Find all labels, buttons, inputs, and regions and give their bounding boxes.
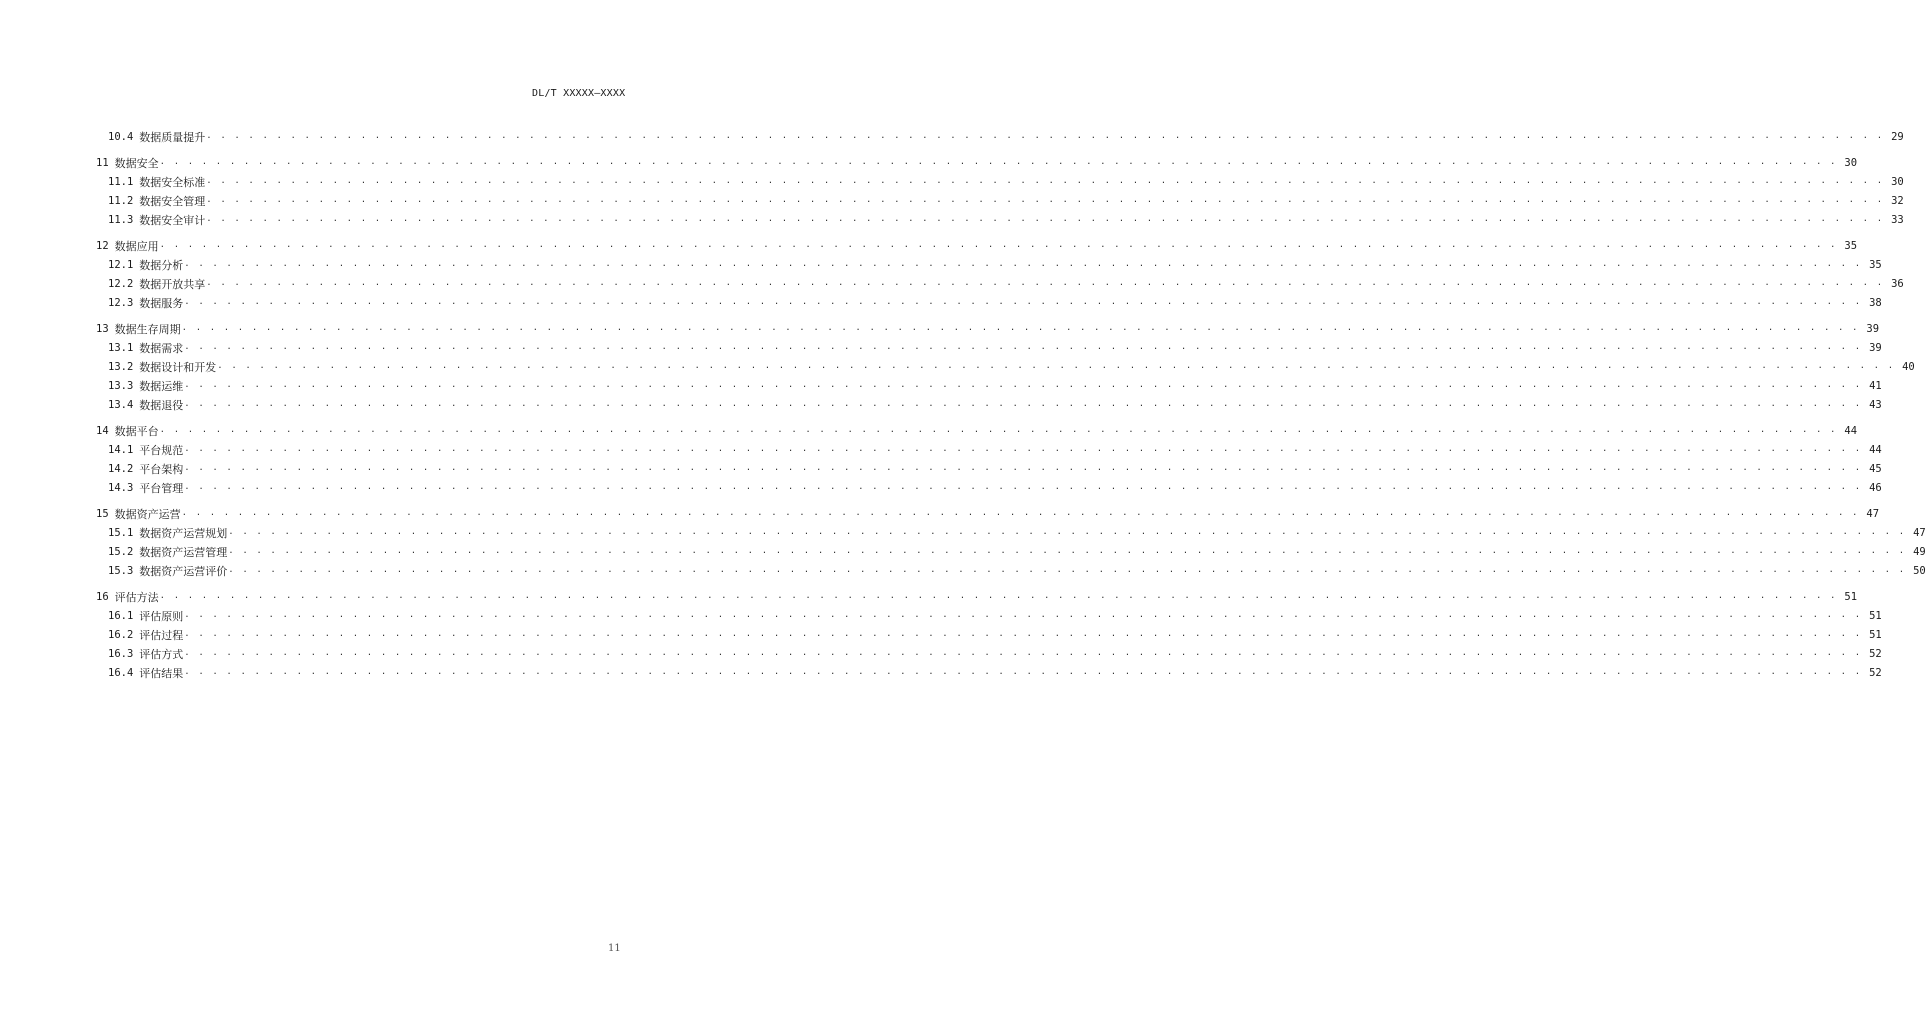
toc-entry-title: 数据设计和开发: [139, 361, 217, 374]
toc-entry-title: 数据安全审计: [139, 214, 206, 227]
toc-entry-page: 32: [1891, 195, 1904, 207]
toc-entry-number: 15: [96, 508, 109, 520]
toc-section-entry[interactable]: [94, 479, 1882, 498]
toc-section-entry[interactable]: [94, 294, 1882, 313]
toc-chapter-entry[interactable]: [94, 320, 1880, 339]
toc-dot-leader: . . . . . . . . . . . . . . . . . . . . . . . . . . . . . . . . . . . . . . . . . . . . . . . . . . . . . . . . . . . . . . . . . . . . . . . . . . . . . . . . . . . . . . . . . . . . . . . . . . . . . . . . . . . . . . . . . . . . . . . .: [228, 527, 1906, 537]
toc-section-entry[interactable]: [94, 275, 1904, 294]
toc-section-entry[interactable]: [94, 173, 1904, 192]
toc-entry-number: 13.4: [108, 399, 134, 411]
toc-section-entry[interactable]: [94, 377, 1882, 396]
toc-dot-leader: . . . . . . . . . . . . . . . . . . . . . . . . . . . . . . . . . . . . . . . . . . . . . . . . . . . . . . . . . . . . . . . . . . . . . . . . . . . . . . . . . . . . . . . . . . . . . . . . . . . . . . . . . . . . . . . . . . . . . . . .: [184, 610, 1862, 620]
toc-entry-page: 30: [1844, 157, 1858, 169]
toc-section-entry[interactable]: [94, 358, 1915, 377]
toc-dot-leader: . . . . . . . . . . . . . . . . . . . . . . . . . . . . . . . . . . . . . . . . . . . . . . . . . . . . . . . . . . . . . . . . . . . . . . . . . . . . . . . . . . . . . . . . . . . . . . . . . . . . . . . . . . . . . . . . . . . . . . . .: [184, 482, 1862, 492]
toc-entry-title: 数据质量提升: [139, 131, 206, 144]
toc-dot-leader: . . . . . . . . . . . . . . . . . . . . . . . . . . . . . . . . . . . . . . . . . . . . . . . . . . . . . . . . . . . . . . . . . . . . . . . . . . . . . . . . . . . . . . . . . . . . . . . . . . . . . . . . . . . . . . . . . . . . . . . .: [184, 399, 1862, 409]
toc-entry-number: 16.2: [108, 629, 134, 641]
toc-entry-number: 11: [96, 157, 109, 169]
toc-chapter-entry[interactable]: [94, 237, 1858, 256]
toc-entry-page: 33: [1891, 214, 1904, 226]
toc-entry-number: 14.2: [108, 463, 134, 475]
toc-entry-number: 12: [96, 240, 109, 252]
toc-section-entry[interactable]: [94, 339, 1882, 358]
toc-section-entry[interactable]: [94, 192, 1904, 211]
toc-entry-title: 数据开放共享: [139, 278, 206, 291]
toc-entry-number: 15.3: [108, 565, 134, 577]
toc-entry-title: 数据运维: [139, 380, 184, 393]
toc-entry-page: 35: [1869, 259, 1882, 271]
toc-section-entry[interactable]: [94, 524, 1926, 543]
toc-dot-leader: . . . . . . . . . . . . . . . . . . . . . . . . . . . . . . . . . . . . . . . . . . . . . . . . . . . . . . . . . . . . . . . . . . . . . . . . . . . . . . . . . . . . . . . . . . . . . . . . . . . . . . . . . . . . . . . . . . . . . . . .: [206, 131, 1884, 141]
toc-dot-leader: . . . . . . . . . . . . . . . . . . . . . . . . . . . . . . . . . . . . . . . . . . . . . . . . . . . . . . . . . . . . . . . . . . . . . . . . . . . . . . . . . . . . . . . . . . . . . . . . . . . . . . . . . . . . . . . . . . . . . . . .: [184, 297, 1862, 307]
toc-chapter-entry[interactable]: [94, 154, 1858, 173]
toc-entry-title: 数据资产运营评价: [139, 565, 228, 578]
toc-chapter-entry[interactable]: [94, 588, 1858, 607]
toc-entry-number: 16.3: [108, 648, 134, 660]
toc-dot-leader: . . . . . . . . . . . . . . . . . . . . . . . . . . . . . . . . . . . . . . . . . . . . . . . . . . . . . . . . . . . . . . . . . . . . . . . . . . . . . . . . . . . . . . . . . . . . . . . . . . . . . . . . . . . . . . . . . . . . . . . .: [184, 380, 1862, 390]
toc-entry-number: 15.2: [108, 546, 134, 558]
toc-entry-title: 数据资产运营管理: [139, 546, 228, 559]
toc-entry-number: 14: [96, 425, 109, 437]
toc-entry-page: 38: [1869, 297, 1882, 309]
toc-section-entry[interactable]: [94, 543, 1926, 562]
toc-section-entry[interactable]: [94, 645, 1882, 664]
toc-entry-number: 11.3: [108, 214, 134, 226]
toc-entry-number: 12.3: [108, 297, 134, 309]
toc-entry-number: 16: [96, 591, 109, 603]
toc-dot-leader: . . . . . . . . . . . . . . . . . . . . . . . . . . . . . . . . . . . . . . . . . . . . . . . . . . . . . . . . . . . . . . . . . . . . . . . . . . . . . . . . . . . . . . . . . . . . . . . . . . . . . . . . . . . . . . . . . . . . . . . .: [228, 565, 1906, 575]
toc-entry-title: 数据资产运营规划: [139, 527, 228, 540]
toc-entry-page: 36: [1891, 278, 1904, 290]
toc-section-entry[interactable]: [94, 441, 1882, 460]
toc-dot-leader: . . . . . . . . . . . . . . . . . . . . . . . . . . . . . . . . . . . . . . . . . . . . . . . . . . . . . . . . . . . . . . . . . . . . . . . . . . . . . . . . . . . . . . . . . . . . . . . . . . . . . . . . . . . . . . . . . . . . . . . .: [184, 259, 1862, 269]
toc-dot-leader: . . . . . . . . . . . . . . . . . . . . . . . . . . . . . . . . . . . . . . . . . . . . . . . . . . . . . . . . . . . . . . . . . . . . . . . . . . . . . . . . . . . . . . . . . . . . . . . . . . . . . . . . . . . . . . . . . . . . . . . .: [217, 361, 1895, 371]
toc-entry-title: 平台管理: [139, 482, 184, 495]
standard-code-header: DL/T XXXXX—XXXX: [532, 88, 626, 99]
toc-entry-number: 15.1: [108, 527, 134, 539]
toc-entry-page: 47: [1913, 527, 1926, 539]
toc-entry-number: 13.1: [108, 342, 134, 354]
toc-entry-number: 11.2: [108, 195, 134, 207]
toc-entry-page: 52: [1869, 667, 1882, 679]
toc-entry-number: 16.1: [108, 610, 134, 622]
toc-section-entry[interactable]: [94, 396, 1882, 415]
toc-entry-page: 41: [1869, 380, 1882, 392]
toc-dot-leader: . . . . . . . . . . . . . . . . . . . . . . . . . . . . . . . . . . . . . . . . . . . . . . . . . . . . . . . . . . . . . . . . . . . . . . . . . . . . . . . . . . . . . . . . . . . . . . . . . . . . . . . . . . . . . . . . . . . . . . . .: [184, 463, 1862, 473]
toc-entry-title: 评估过程: [139, 629, 184, 642]
toc-entry-page: 39: [1866, 323, 1880, 335]
toc-dot-leader: . . . . . . . . . . . . . . . . . . . . . . . . . . . . . . . . . . . . . . . . . . . . . . . . . . . . . . . . . . . . . . . . . . . . . . . . . . . . . . . . . . . . . . . . . . . . . . . . . . . . . . . . . . . . . . . . . . . . . . . .: [228, 546, 1906, 556]
toc-entry-title: 数据服务: [139, 297, 184, 310]
toc-dot-leader: . . . . . . . . . . . . . . . . . . . . . . . . . . . . . . . . . . . . . . . . . . . . . . . . . . . . . . . . . . . . . . . . . . . . . . . . . . . . . . . . . . . . . . . . . . . . . . . . . . . . . . . . . . . . . . . . . . . . . . . .: [159, 425, 1838, 435]
toc-entry-page: 50: [1913, 565, 1926, 577]
toc-entry-title: 数据资产运营: [114, 508, 181, 521]
toc-entry-number: 11.1: [108, 176, 134, 188]
toc-chapter-entry[interactable]: [94, 422, 1858, 441]
toc-entry-title: 评估方式: [139, 648, 184, 661]
toc-entry-title: 评估原则: [139, 610, 184, 623]
toc-entry-title: 数据安全: [114, 157, 159, 170]
toc-entry-page: 51: [1869, 629, 1882, 641]
toc-entry-page: 47: [1866, 508, 1880, 520]
toc-entry-title: 数据需求: [139, 342, 184, 355]
toc-entry-page: 45: [1869, 463, 1882, 475]
toc-entry-page: 40: [1902, 361, 1915, 373]
toc-dot-leader: . . . . . . . . . . . . . . . . . . . . . . . . . . . . . . . . . . . . . . . . . . . . . . . . . . . . . . . . . . . . . . . . . . . . . . . . . . . . . . . . . . . . . . . . . . . . . . . . . . . . . . . . . . . . . . . . . . . . . . . .: [184, 342, 1862, 352]
toc-entry-title: 平台规范: [139, 444, 184, 457]
toc-entry-number: 13.2: [108, 361, 134, 373]
toc-entry-title: 数据生存周期: [114, 323, 181, 336]
toc-entry-title: 数据平台: [114, 425, 159, 438]
toc-entry-number: 12.2: [108, 278, 134, 290]
toc-entry-page: 51: [1869, 610, 1882, 622]
toc-section-entry[interactable]: [94, 211, 1904, 230]
toc-entry-number: 14.3: [108, 482, 134, 494]
toc-section-entry[interactable]: [94, 664, 1882, 683]
toc-entry-page: 29: [1891, 131, 1904, 143]
toc-entry-page: 46: [1869, 482, 1882, 494]
toc-entry-page: 39: [1869, 342, 1882, 354]
toc-entry-page: 49: [1913, 546, 1926, 558]
toc-entry-title: 数据退役: [139, 399, 184, 412]
toc-entry-page: 51: [1844, 591, 1858, 603]
toc-dot-leader: . . . . . . . . . . . . . . . . . . . . . . . . . . . . . . . . . . . . . . . . . . . . . . . . . . . . . . . . . . . . . . . . . . . . . . . . . . . . . . . . . . . . . . . . . . . . . . . . . . . . . . . . . . . . . . . . . . . . . . . .: [206, 195, 1884, 205]
page-number: 11: [608, 943, 621, 954]
toc-entry-title: 数据安全标准: [139, 176, 206, 189]
toc-entry-number: 13: [96, 323, 109, 335]
toc-dot-leader: . . . . . . . . . . . . . . . . . . . . . . . . . . . . . . . . . . . . . . . . . . . . . . . . . . . . . . . . . . . . . . . . . . . . . . . . . . . . . . . . . . . . . . . . . . . . . . . . . . . . . . . . . . . . . . . . . . . . . . . .: [181, 323, 1860, 333]
toc-dot-leader: . . . . . . . . . . . . . . . . . . . . . . . . . . . . . . . . . . . . . . . . . . . . . . . . . . . . . . . . . . . . . . . . . . . . . . . . . . . . . . . . . . . . . . . . . . . . . . . . . . . . . . . . . . . . . . . . . . . . . . . .: [206, 176, 1884, 186]
table-of-contents: [94, 128, 1926, 683]
toc-section-entry[interactable]: [94, 607, 1882, 626]
toc-entry-title: 评估结果: [139, 667, 184, 680]
toc-entry-page: 44: [1844, 425, 1858, 437]
toc-dot-leader: . . . . . . . . . . . . . . . . . . . . . . . . . . . . . . . . . . . . . . . . . . . . . . . . . . . . . . . . . . . . . . . . . . . . . . . . . . . . . . . . . . . . . . . . . . . . . . . . . . . . . . . . . . . . . . . . . . . . . . . .: [184, 444, 1862, 454]
toc-chapter-entry[interactable]: [94, 505, 1880, 524]
toc-entry-number: 13.3: [108, 380, 134, 392]
toc-entry-number: 12.1: [108, 259, 134, 271]
toc-dot-leader: . . . . . . . . . . . . . . . . . . . . . . . . . . . . . . . . . . . . . . . . . . . . . . . . . . . . . . . . . . . . . . . . . . . . . . . . . . . . . . . . . . . . . . . . . . . . . . . . . . . . . . . . . . . . . . . . . . . . . . . .: [159, 240, 1838, 250]
toc-entry-title: 数据安全管理: [139, 195, 206, 208]
toc-dot-leader: . . . . . . . . . . . . . . . . . . . . . . . . . . . . . . . . . . . . . . . . . . . . . . . . . . . . . . . . . . . . . . . . . . . . . . . . . . . . . . . . . . . . . . . . . . . . . . . . . . . . . . . . . . . . . . . . . . . . . . . .: [159, 591, 1838, 601]
toc-entry-number: 16.4: [108, 667, 134, 679]
toc-dot-leader: . . . . . . . . . . . . . . . . . . . . . . . . . . . . . . . . . . . . . . . . . . . . . . . . . . . . . . . . . . . . . . . . . . . . . . . . . . . . . . . . . . . . . . . . . . . . . . . . . . . . . . . . . . . . . . . . . . . . . . . .: [159, 157, 1838, 167]
toc-entry-page: 44: [1869, 444, 1882, 456]
toc-dot-leader: . . . . . . . . . . . . . . . . . . . . . . . . . . . . . . . . . . . . . . . . . . . . . . . . . . . . . . . . . . . . . . . . . . . . . . . . . . . . . . . . . . . . . . . . . . . . . . . . . . . . . . . . . . . . . . . . . . . . . . . .: [184, 648, 1862, 658]
toc-section-entry[interactable]: [94, 128, 1904, 147]
toc-dot-leader: . . . . . . . . . . . . . . . . . . . . . . . . . . . . . . . . . . . . . . . . . . . . . . . . . . . . . . . . . . . . . . . . . . . . . . . . . . . . . . . . . . . . . . . . . . . . . . . . . . . . . . . . . . . . . . . . . . . . . . . .: [181, 508, 1860, 518]
toc-section-entry[interactable]: [94, 626, 1882, 645]
toc-entry-page: 35: [1844, 240, 1858, 252]
toc-dot-leader: . . . . . . . . . . . . . . . . . . . . . . . . . . . . . . . . . . . . . . . . . . . . . . . . . . . . . . . . . . . . . . . . . . . . . . . . . . . . . . . . . . . . . . . . . . . . . . . . . . . . . . . . . . . . . . . . . . . . . . . .: [206, 278, 1884, 288]
toc-dot-leader: . . . . . . . . . . . . . . . . . . . . . . . . . . . . . . . . . . . . . . . . . . . . . . . . . . . . . . . . . . . . . . . . . . . . . . . . . . . . . . . . . . . . . . . . . . . . . . . . . . . . . . . . . . . . . . . . . . . . . . . .: [206, 214, 1884, 224]
toc-entry-page: 30: [1891, 176, 1904, 188]
toc-entry-title: 评估方法: [114, 591, 159, 604]
toc-entry-title: 数据分析: [139, 259, 184, 272]
toc-entry-number: 14.1: [108, 444, 134, 456]
toc-entry-page: 43: [1869, 399, 1882, 411]
toc-section-entry[interactable]: [94, 256, 1882, 275]
toc-entry-title: 平台架构: [139, 463, 184, 476]
toc-section-entry[interactable]: [94, 562, 1926, 581]
toc-entry-title: 数据应用: [114, 240, 159, 253]
toc-dot-leader: . . . . . . . . . . . . . . . . . . . . . . . . . . . . . . . . . . . . . . . . . . . . . . . . . . . . . . . . . . . . . . . . . . . . . . . . . . . . . . . . . . . . . . . . . . . . . . . . . . . . . . . . . . . . . . . . . . . . . . . .: [184, 629, 1862, 639]
toc-dot-leader: . . . . . . . . . . . . . . . . . . . . . . . . . . . . . . . . . . . . . . . . . . . . . . . . . . . . . . . . . . . . . . . . . . . . . . . . . . . . . . . . . . . . . . . . . . . . . . . . . . . . . . . . . . . . . . . . . . . . . . . .: [184, 667, 1862, 677]
toc-entry-number: 10.4: [108, 131, 134, 143]
toc-entry-page: 52: [1869, 648, 1882, 660]
toc-section-entry[interactable]: [94, 460, 1882, 479]
